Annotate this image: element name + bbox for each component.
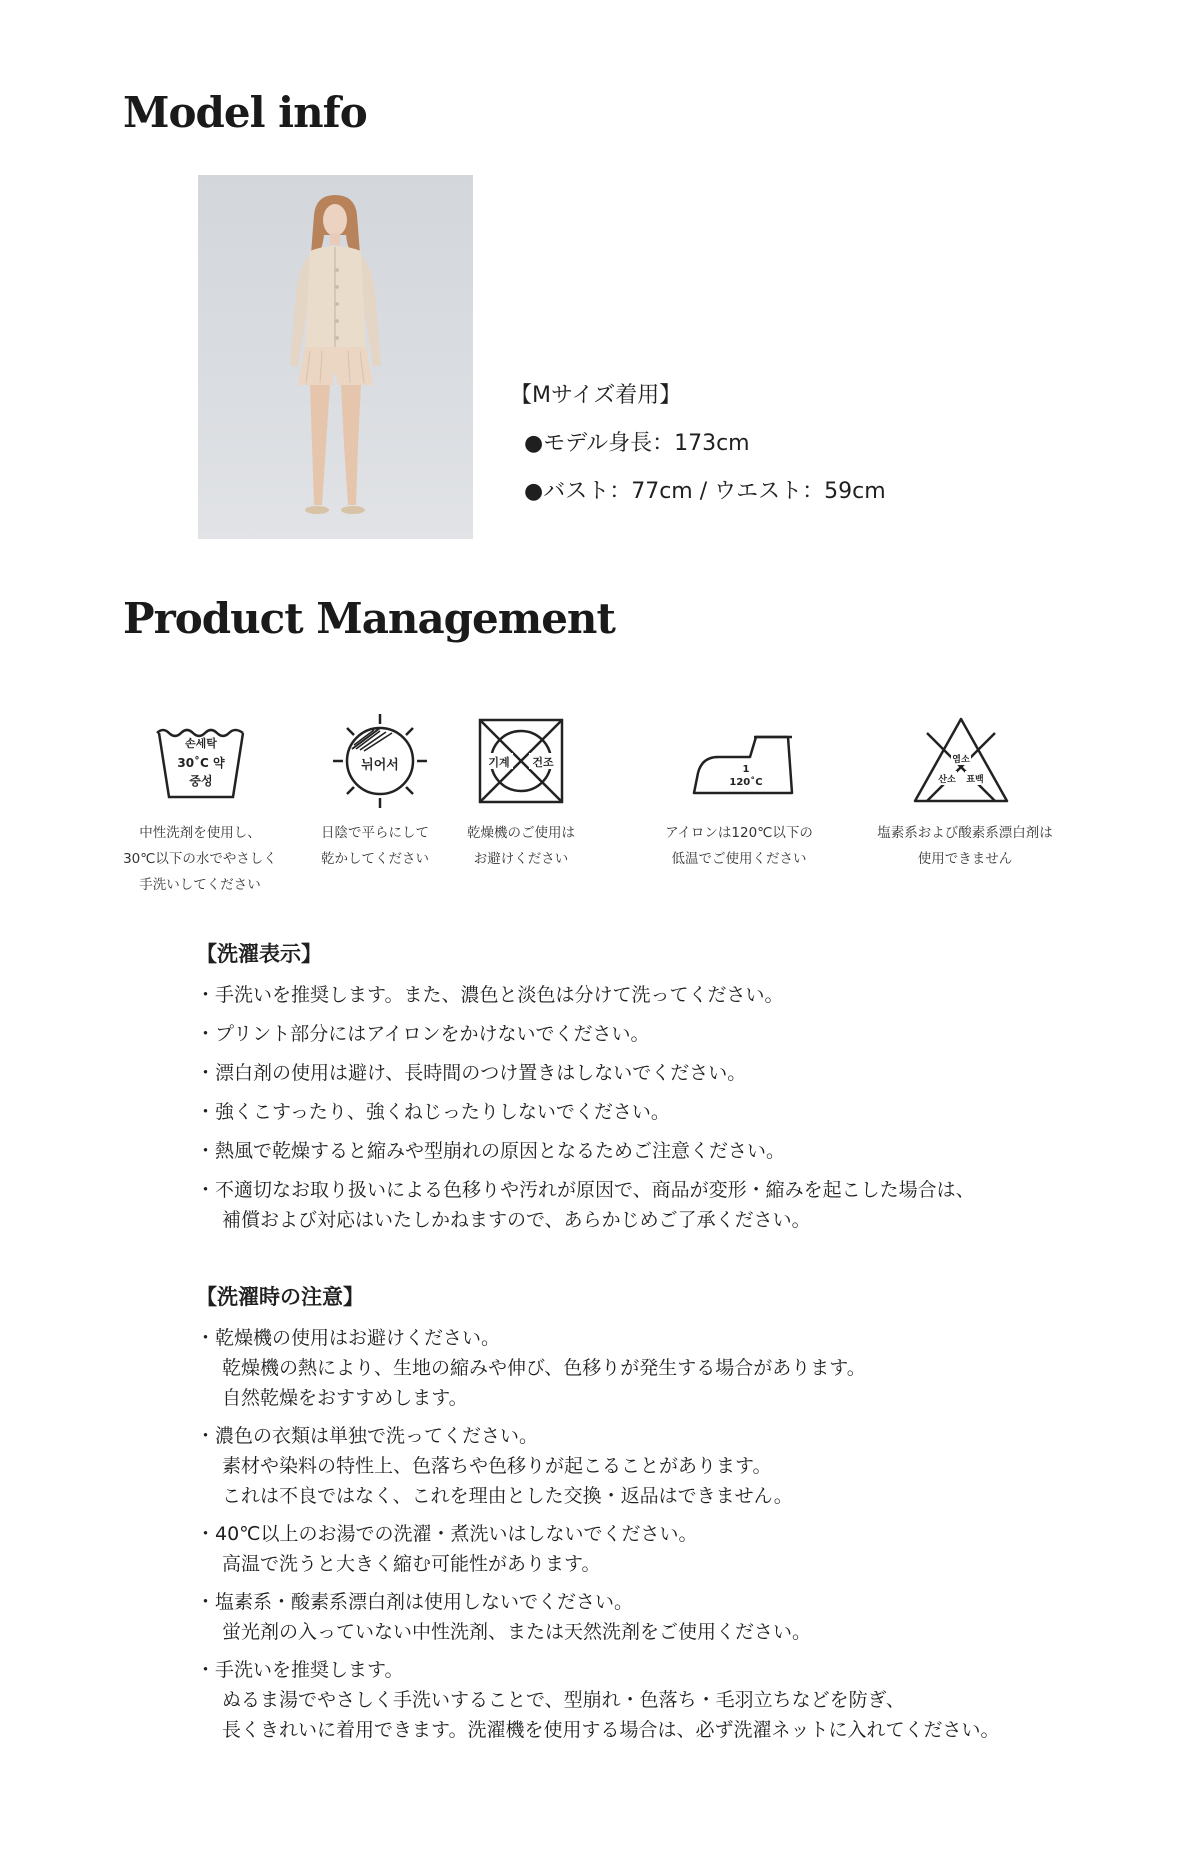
list-item: ・塩素系・酸素系漂白剤は使用しないでください。 蛍光剤の入っていない中性洗剤、または天然洗剤をご使用ください。 <box>196 1591 812 1643</box>
model-photo <box>198 175 473 539</box>
list-item: ・40℃以上のお湯での洗濯・煮洗いはしないでください。 高温で洗うと大きく縮む可能性があります。 <box>196 1523 698 1575</box>
svg-text:120˚C: 120˚C <box>729 777 763 788</box>
shade-flat-dry-icon <box>325 706 435 816</box>
svg-text:건조: 건조 <box>532 756 554 769</box>
model-height: ●モデル身長：173cm <box>524 431 750 456</box>
svg-text:1: 1 <box>742 764 750 775</box>
no-tumble-dry-icon <box>466 706 576 816</box>
svg-text:30˚C 약: 30˚C 약 <box>177 756 225 770</box>
care-caption-iron: アイロンは120℃以下の 低温でご使用ください <box>665 825 813 867</box>
svg-text:중성: 중성 <box>189 774 213 788</box>
wash-label-title: 【洗濯表示】 <box>196 942 322 966</box>
list-item: ・濃色の衣類は単独で洗ってください。 素材や染料の特性上、色落ちや色移りが起こることがあります。 これは不良ではなく、これを理由とした交換・返品はできません。 <box>196 1425 793 1507</box>
list-item: ・漂白剤の使用は避け、長時間のつけ置きはしないでください。 <box>196 1062 747 1084</box>
svg-text:기계: 기계 <box>488 756 510 769</box>
list-item: ・手洗いを推奨します。また、濃色と淡色は分けて洗ってください。 <box>196 984 784 1006</box>
wash-notes-title: 【洗濯時の注意】 <box>196 1285 364 1309</box>
list-item: ・不適切なお取り扱いによる色移りや汚れが原因で、商品が変形・縮みを起こした場合は、 補償および対応はいたしかねますので、あらかじめご了承ください。 <box>196 1179 975 1231</box>
no-bleach-icon <box>906 706 1016 816</box>
wash-notes-section <box>196 1281 999 1753</box>
care-caption-no-bleach: 塩素系および酸素系漂白剤は 使用できません <box>877 825 1053 867</box>
list-item: ・熱風で乾燥すると縮みや型崩れの原因となるためご注意ください。 <box>196 1140 786 1162</box>
iron-120-icon <box>686 706 796 816</box>
model-info-text <box>510 380 886 524</box>
care-caption-hand-wash: 中性洗剤を使用し、 30℃以下の水でやさしく 手洗いしてください <box>123 825 277 893</box>
svg-text:손세탁: 손세탁 <box>185 737 217 750</box>
list-item: ・乾燥機の使用はお避けください。 乾燥機の熱により、生地の縮みや伸び、色移りが発生する場合があります。 自然乾燥をおすすめします。 <box>196 1327 866 1409</box>
list-item: ・プリント部分にはアイロンをかけないでください。 <box>196 1023 650 1045</box>
svg-text:염소: 염소 <box>952 755 970 765</box>
svg-text:표백: 표백 <box>966 775 984 785</box>
list-item: ・強くこすったり、強くねじったりしないでください。 <box>196 1101 670 1123</box>
svg-text:뉘어서: 뉘어서 <box>361 758 399 773</box>
wash-label-section <box>196 938 975 1244</box>
care-caption-no-tumble-dry: 乾燥機のご使用は お避けください <box>467 825 575 867</box>
product-management-heading: Product Management <box>123 594 615 643</box>
hand-wash-30-icon <box>146 706 256 816</box>
list-item: ・手洗いを推奨します。 ぬるま湯でやさしく手洗いすることで、型崩れ・色落ち・毛羽立ちなどを防ぎ、 長くきれいに着用できます。洗濯機を使用する場合は、必ず洗濯ネットに入れてください。 <box>196 1659 1000 1741</box>
model-info-heading: Model info <box>123 88 367 137</box>
model-measurements: ●バスト：77cm / ウエスト：59cm <box>524 479 886 504</box>
size-worn-label: 【Mサイズ着用】 <box>510 383 682 408</box>
care-caption-flat-dry: 日陰で平らにして 乾かしてください <box>321 825 429 867</box>
svg-text:산소: 산소 <box>938 775 956 785</box>
